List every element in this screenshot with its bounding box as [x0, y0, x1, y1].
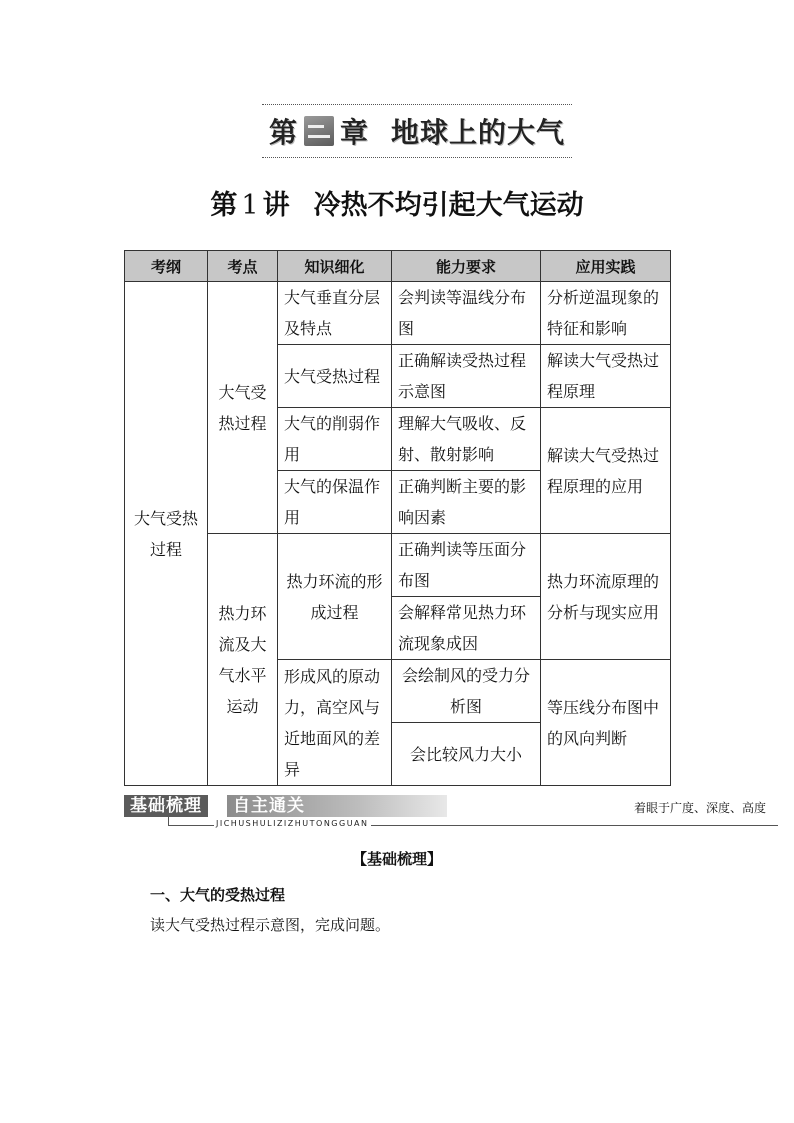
- cell-knowledge: 热力环流的形成过程: [278, 534, 392, 660]
- chapter-title: [262, 113, 572, 149]
- cell-practice: 解读大气受热过程原理: [541, 345, 671, 408]
- lesson-title: [0, 183, 794, 222]
- header-knowledge: 知识细化: [278, 251, 392, 282]
- banner-main: 基础梳理: [124, 795, 208, 817]
- paragraph: 读大气受热过程示意图，完成问题。: [150, 916, 391, 934]
- chapter-header: [262, 104, 572, 158]
- header-practice: 应用实践: [541, 251, 671, 282]
- section-title: 一、大气的受热过程: [150, 886, 286, 904]
- chapter-suffix: 章: [339, 116, 369, 149]
- cell-ability: 会判读等温线分布图: [392, 282, 541, 345]
- banner-divider: [168, 817, 169, 825]
- lesson-prefix: 第: [210, 190, 238, 221]
- cell-practice: 分析逆温现象的特征和影响: [541, 282, 671, 345]
- header-topic: 考点: [208, 251, 278, 282]
- cell-knowledge: 大气的削弱作用: [278, 408, 392, 471]
- lesson-unit: 讲: [262, 190, 290, 221]
- chapter-prefix: 第: [268, 116, 298, 149]
- cell-ability: 正确判断主要的影响因素: [392, 471, 541, 534]
- cell-ability: 会绘制风的受力分析图: [392, 660, 541, 723]
- cell-knowledge: 形成风的原动力，高空风与近地面风的差异: [278, 660, 392, 786]
- syllabus-table: [124, 250, 671, 786]
- header-outline: 考纲: [125, 251, 208, 282]
- cell-practice: 解读大气受热过程原理的应用: [541, 408, 671, 534]
- cell-knowledge: 大气垂直分层及特点: [278, 282, 392, 345]
- cell-ability: 会比较风力大小: [392, 723, 541, 786]
- banner-sub: 自主通关: [227, 795, 447, 817]
- cell-topic-1: 大气受热过程: [208, 282, 278, 534]
- cell-knowledge: 大气的保温作用: [278, 471, 392, 534]
- section-banner: [124, 795, 778, 831]
- cell-practice: 热力环流原理的分析与现实应用: [541, 534, 671, 660]
- lesson-number: 1: [241, 190, 259, 221]
- table-header-row: [125, 251, 671, 282]
- table-row: [125, 282, 671, 345]
- cell-topic-2: 热力环流及大气水平运动: [208, 534, 278, 786]
- cell-ability: 正确解读受热过程示意图: [392, 345, 541, 408]
- banner-pinyin: JICHUSHULIZIZHUTONGGUAN: [214, 817, 371, 831]
- chapter-name: 地球上的大气: [391, 116, 566, 149]
- cell-ability: 理解大气吸收、反射、散射影响: [392, 408, 541, 471]
- banner-tagline: 着眼于广度、深度、高度: [633, 801, 766, 815]
- subsection-heading: 【基础梳理】: [351, 850, 442, 868]
- cell-outline: 大气受热过程: [125, 282, 208, 786]
- header-ability: 能力要求: [392, 251, 541, 282]
- cell-practice: 等压线分布图中的风向判断: [541, 660, 671, 786]
- cell-ability: 正确判读等压面分布图: [392, 534, 541, 597]
- cell-ability: 会解释常见热力环流现象成因: [392, 597, 541, 660]
- lesson-name: 冷热不均引起大气运动: [313, 190, 584, 221]
- chapter-number-badge-icon: [304, 116, 334, 146]
- cell-knowledge: 大气受热过程: [278, 345, 392, 408]
